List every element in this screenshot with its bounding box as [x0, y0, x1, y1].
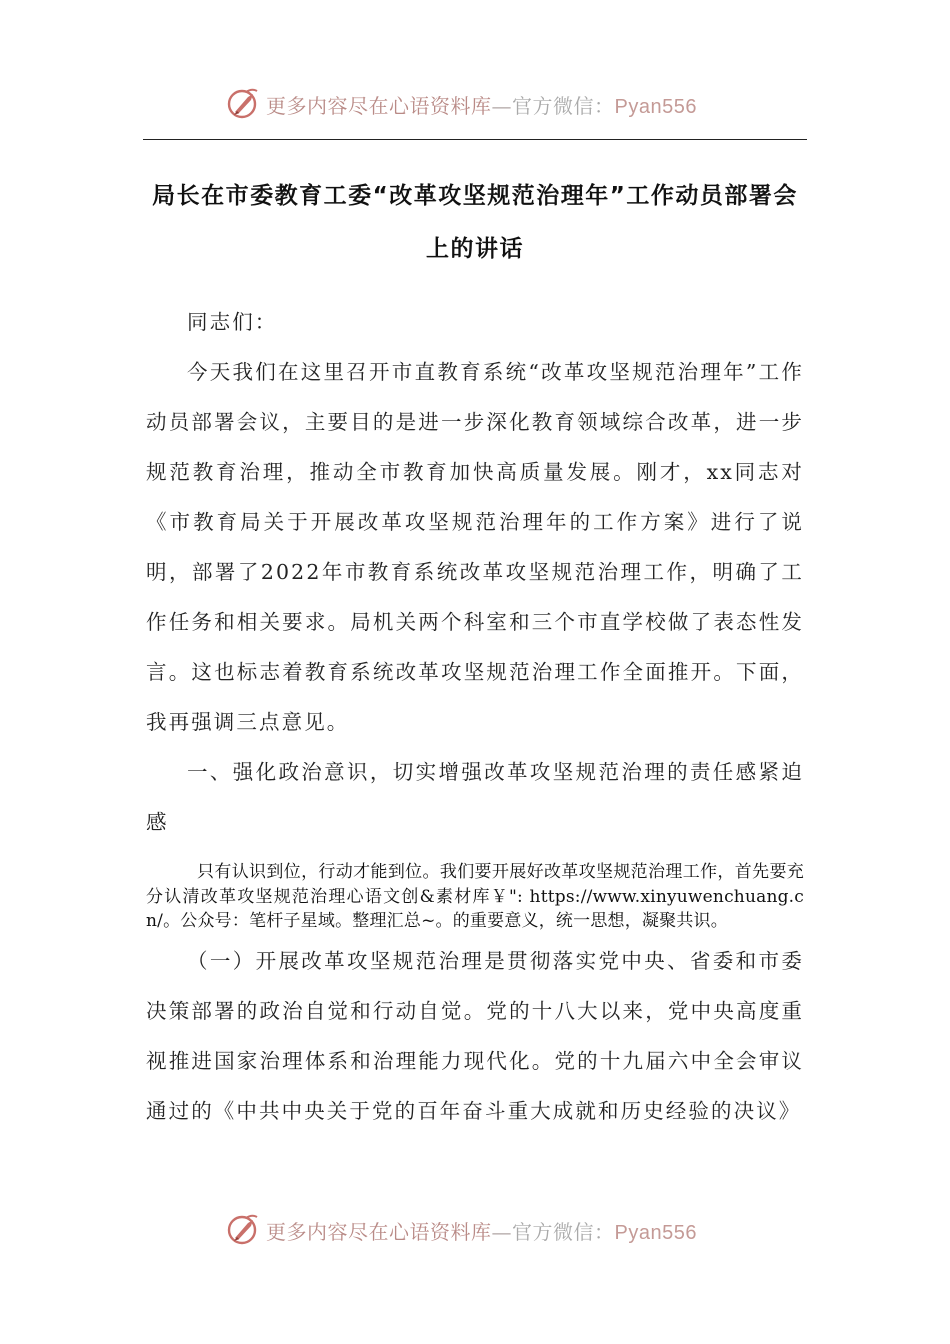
salutation: 同志们： — [187, 310, 278, 334]
pen-nib-logo-icon — [226, 1212, 262, 1248]
paragraph: 今天我们在这里召开市直教育系统“改革攻坚规范治理年”工作动员部署会议，主要目的是进一步深化教育领域综合改革，进一步规范教育治理，推动全市教育加快高质量发展。刚才，xx同志对《市教育局关于开展改革攻坚规范治理年的工作方案》进行了说明，部署了2022年市教育系统改革攻坚规范治理工作，明确了工作任务和相关要求。局机关两个科室和三个市直学校做了表态性发言。这也标志着教育系统改革攻坚规范治理工作全面推开。下面，我再强调三点意见。 — [146, 360, 804, 734]
header-banner — [226, 84, 726, 124]
footer-banner-text: 更多内容尽在心语资料库—官方微信：Pyan556 — [266, 1219, 697, 1244]
footer-banner — [226, 1210, 726, 1250]
paragraph: （一）开展改革攻坚规范治理是贯彻落实党中央、省委和市委决策部署的政治自觉和行动自觉。党的十八大以来，党中央高度重视推进国家治理体系和治理能力现代化。党的十九届六中全会审议通过的《中共中央关于党的百年奋斗重大成就和历史经验的决议》 — [146, 948, 804, 1123]
document-body — [146, 297, 804, 1136]
document-title: 局长在市委教育工委“改革攻坚规范治理年”工作动员部署会上的讲话 — [152, 183, 798, 262]
paragraph-small: 只有认识到位，行动才能到位。我们要开展好改革攻坚规范治理工作，首先要充分认清改革攻坚规范治理心语文创&素材库￥": https://www.xinyuwenchuang.cn/。公众号：笔杆子星域。整理汇总~。的重要意义，统一思想，凝聚共识。 — [146, 862, 804, 931]
pen-nib-logo-icon — [226, 86, 262, 122]
header-divider — [143, 139, 807, 140]
section-heading: 一、强化政治意识，切实增强改革攻坚规范治理的责任感紧迫感 — [146, 760, 804, 834]
header-banner-text: 更多内容尽在心语资料库—官方微信：Pyan556 — [266, 93, 697, 118]
